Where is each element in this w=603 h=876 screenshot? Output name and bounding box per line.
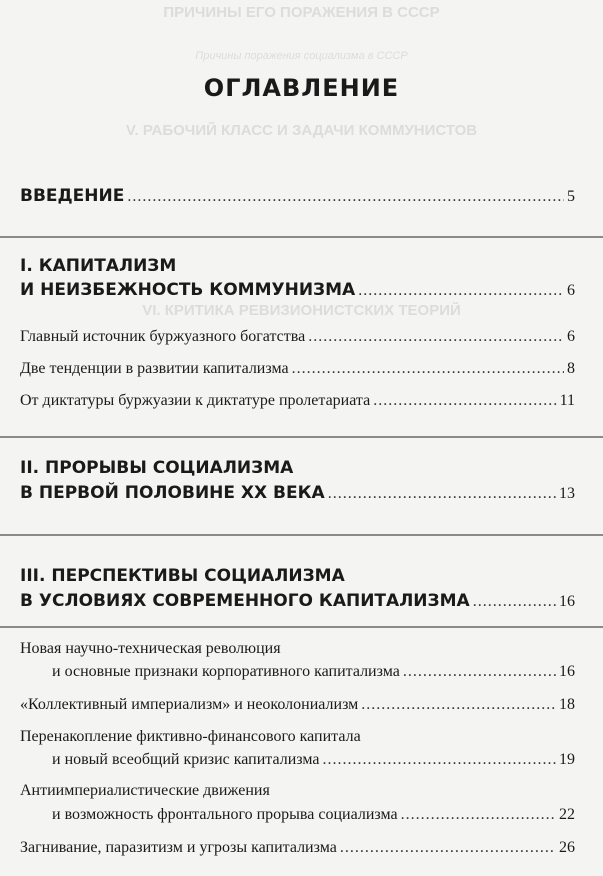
section-divider bbox=[0, 534, 603, 536]
toc-entry-title: Перенакопление фиктивно-финансового капитала bbox=[20, 728, 361, 745]
toc-section-title: III. ПЕРСПЕКТИВЫ СОЦИАЛИЗМА bbox=[20, 566, 345, 586]
dot-leader bbox=[473, 593, 556, 611]
toc-entry-title: Антиимпериалистические движения bbox=[20, 782, 270, 799]
dot-leader bbox=[292, 360, 564, 378]
toc-entry bbox=[52, 806, 575, 824]
dot-leader bbox=[358, 282, 564, 300]
bleed-through-text: Причины поражения социализма в СССР bbox=[195, 50, 408, 62]
toc-section-title: В ПЕРВОЙ ПОЛОВИНЕ XX ВЕКА bbox=[20, 483, 325, 503]
toc-page-number: 8 bbox=[567, 360, 575, 377]
toc-entry-title: и основные признаки корпоративного капитализма bbox=[52, 663, 400, 680]
toc-section-title: II. ПРОРЫВЫ СОЦИАЛИЗМА bbox=[20, 458, 294, 478]
section-divider bbox=[0, 436, 603, 438]
toc-entry-title: и возможность фронтального прорыва социализма bbox=[52, 806, 398, 823]
toc-page-number: 5 bbox=[567, 188, 575, 205]
toc-section-2 bbox=[20, 483, 575, 503]
toc-entry-title: Две тенденции в развитии капитализма bbox=[20, 360, 289, 377]
dot-leader bbox=[401, 806, 556, 824]
dot-leader bbox=[403, 663, 556, 681]
section-divider bbox=[0, 626, 603, 628]
toc-section-title: В УСЛОВИЯХ СОВРЕМЕННОГО КАПИТАЛИЗМА bbox=[20, 591, 470, 611]
toc-section-1 bbox=[20, 280, 575, 300]
toc-entry bbox=[20, 839, 575, 857]
dot-leader bbox=[308, 328, 564, 346]
dot-leader bbox=[127, 188, 564, 206]
dot-leader bbox=[340, 839, 556, 857]
dot-leader bbox=[361, 696, 556, 714]
toc-entry-title: Новая научно-техническая революция bbox=[20, 640, 281, 657]
toc-page-number: 19 bbox=[559, 751, 575, 768]
toc-entry-title: От диктатуры буржуазии к диктатуре пролетариата bbox=[20, 392, 371, 409]
bleed-through-text: ПРИЧИНЫ ЕГО ПОРАЖЕНИЯ В СССР bbox=[163, 4, 440, 21]
toc-entry bbox=[20, 360, 575, 378]
dot-leader bbox=[328, 485, 556, 503]
toc-entry bbox=[20, 328, 575, 346]
toc-entry-introduction bbox=[20, 186, 575, 206]
toc-page-number: 16 bbox=[559, 663, 575, 680]
toc-entry-title: Главный источник буржуазного богатства bbox=[20, 328, 306, 345]
toc-entry bbox=[20, 696, 575, 714]
toc-section-3 bbox=[20, 591, 575, 611]
toc-entry-title: ВВЕДЕНИЕ bbox=[20, 186, 125, 206]
toc-page-number: 22 bbox=[559, 806, 575, 823]
section-divider bbox=[0, 236, 603, 238]
toc-entry bbox=[52, 663, 575, 681]
toc-section-title: I. КАПИТАЛИЗМ bbox=[20, 256, 177, 276]
toc-section-title: И НЕИЗБЕЖНОСТЬ КОММУНИЗМА bbox=[20, 280, 356, 300]
page-title: ОГЛАВЛЕНИЕ bbox=[203, 74, 400, 102]
toc-entry bbox=[52, 751, 575, 769]
toc-page-number: 26 bbox=[559, 839, 575, 856]
toc-page-number: 6 bbox=[567, 282, 575, 299]
dot-leader bbox=[323, 751, 557, 769]
toc-entry-title: и новый всеобщий кризис капитализма bbox=[52, 751, 320, 768]
bleed-through-text: V. РАБОЧИЙ КЛАСС И ЗАДАЧИ КОММУНИСТОВ bbox=[125, 122, 478, 139]
toc-entry-title: Загнивание, паразитизм и угрозы капитализма bbox=[20, 839, 337, 856]
toc-page-number: 13 bbox=[559, 485, 575, 502]
toc-page-number: 11 bbox=[559, 392, 575, 409]
toc-entry-title: «Коллективный империализм» и неоколониализм bbox=[20, 696, 359, 713]
toc-page-number: 16 bbox=[559, 593, 575, 610]
toc-page-number: 18 bbox=[559, 696, 575, 713]
toc-page-number: 6 bbox=[567, 328, 575, 345]
toc-entry bbox=[20, 392, 575, 410]
dot-leader bbox=[373, 392, 556, 410]
bleed-through-text: VI. КРИТИКА РЕВИЗИОНИСТСКИХ ТЕОРИЙ bbox=[142, 302, 461, 319]
